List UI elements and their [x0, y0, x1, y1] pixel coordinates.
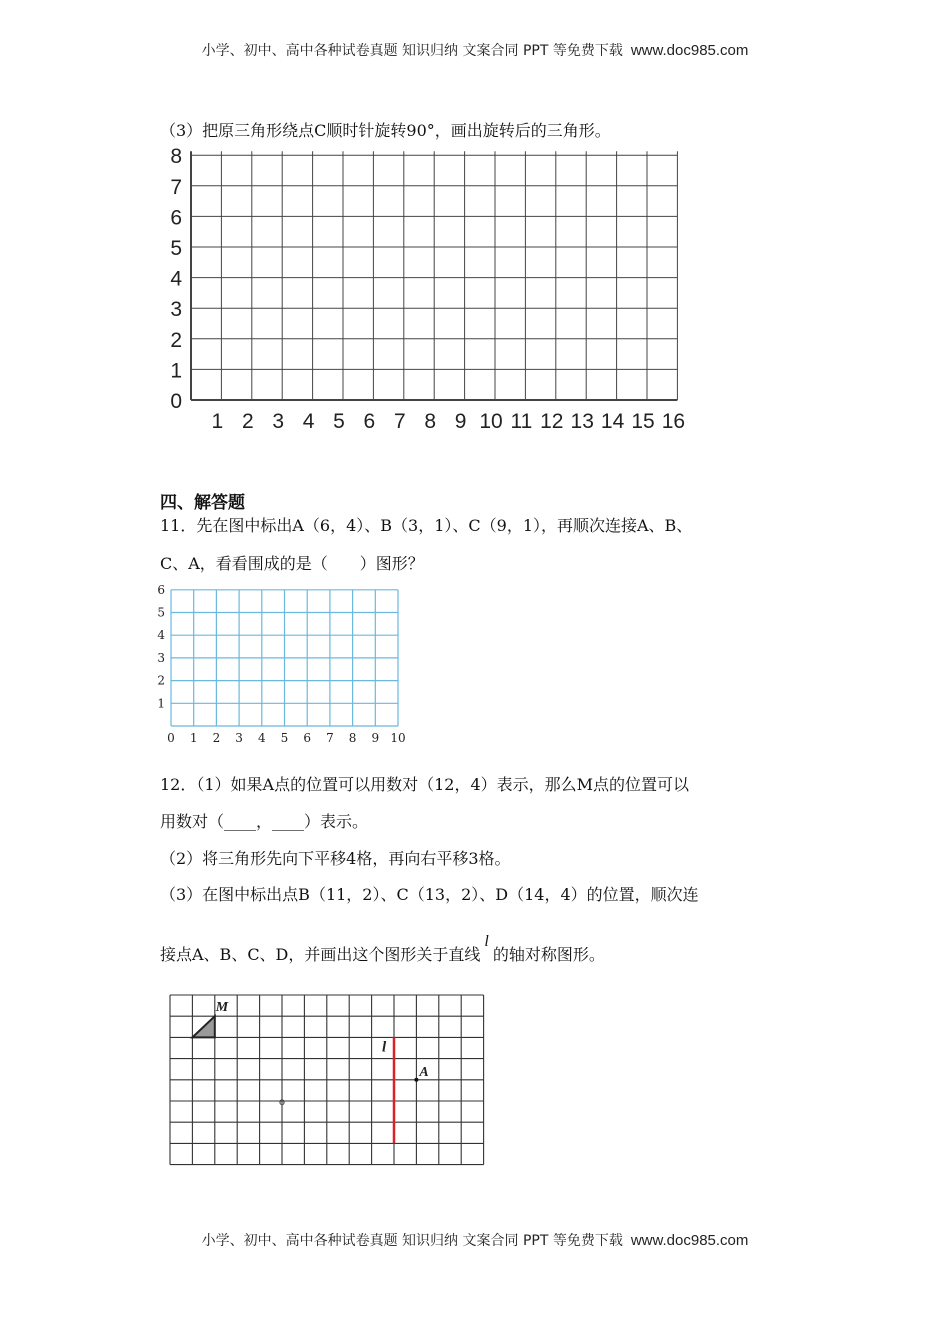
- grid1-x-tick: 10: [479, 410, 503, 433]
- section-title: 四、解答题: [160, 493, 245, 513]
- q11-line1: 11．先在图中标出A（6，4）、B（3，1）、C（9，1），再顺次连接A、B、: [160, 516, 693, 535]
- grid1-x-tick: 4: [302, 410, 315, 433]
- grid1-x-tick: 14: [600, 410, 625, 433]
- grid2-y-tick: 5: [157, 605, 165, 620]
- label-m: M: [215, 1000, 229, 1015]
- grid1-y-tick: 4: [170, 267, 182, 291]
- grid1-x-tick: 3: [272, 410, 285, 433]
- q10-part3-text: （3）把原三角形绕点C顺时针旋转90°，画出旋转后的三角形。: [160, 121, 611, 140]
- grid1-y-tick: 0: [170, 390, 182, 413]
- grid2-x-tick: 1: [189, 731, 198, 745]
- header-site[interactable]: www.doc985.com: [630, 42, 749, 59]
- grid1-x-tick: 7: [393, 410, 406, 433]
- grid2-y-tick: 6: [157, 582, 165, 597]
- grid2-y-tick: 2: [157, 673, 165, 688]
- grid1-x-tick: 2: [241, 410, 254, 433]
- grid2-x-tick: 4: [257, 731, 266, 745]
- footer-site[interactable]: www.doc985.com: [630, 1232, 749, 1249]
- grid1-x-tick: 6: [363, 410, 376, 433]
- grid1-y-tick: 8: [170, 145, 182, 169]
- grid2-y-tick: 3: [157, 650, 165, 665]
- q12-line4: （3）在图中标出点B（11，2）、C（13，2）、D（14，4）的位置，顺次连: [160, 885, 699, 904]
- grid2-x-tick: 8: [348, 731, 357, 745]
- triangle-m: [192, 1016, 214, 1037]
- grid2-x-tick: 2: [212, 731, 221, 745]
- grid1-y-tick: 5: [170, 237, 182, 260]
- q12-line5-b: 的轴对称图形。: [492, 945, 605, 964]
- grid1-x-tick: 16: [661, 410, 686, 433]
- grid1-y-tick: 6: [170, 206, 182, 230]
- grid1-x-tick: 9: [454, 410, 467, 433]
- label-o: o: [279, 1094, 285, 1108]
- grid2-y-tick: 1: [157, 696, 165, 711]
- q12-line2: 用数对（____，____）表示。: [160, 812, 369, 831]
- q12-line5-a: 接点A、B、C、D，并画出这个图形关于直线: [160, 945, 481, 964]
- grid2-x-tick: 5: [280, 731, 289, 745]
- grid2-x-tick: 9: [371, 731, 380, 745]
- q12-line1: 12．（1）如果A点的位置可以用数对（12，4）表示，那么M点的位置可以: [160, 775, 690, 794]
- label-l: l: [382, 1039, 387, 1056]
- grid1-y-tick: 2: [170, 328, 182, 352]
- grid1-x-tick: 15: [631, 410, 655, 433]
- grid1-x-tick: 8: [424, 410, 437, 433]
- grid2-x-tick: 3: [235, 731, 243, 745]
- grid2-x-tick: 10: [390, 731, 406, 745]
- grid1-y-tick: 3: [170, 298, 182, 322]
- grid2-y-tick: 4: [157, 628, 165, 643]
- grid1-x-tick: 11: [510, 410, 533, 433]
- grid1-x-tick: 12: [540, 410, 564, 433]
- header-text: 小学、初中、高中各种试卷真题 知识归纳 文案合同 PPT 等免费下载: [201, 43, 623, 59]
- grid2-x-tick: 0: [167, 731, 175, 745]
- grid1-y-tick: 7: [170, 175, 182, 199]
- grid1-y-tick: 1: [170, 359, 182, 383]
- grid2-x-tick: 7: [326, 731, 334, 745]
- grid2-x-tick: 6: [303, 731, 312, 745]
- grid1-x-tick: 13: [570, 410, 594, 433]
- page-footer: [0, 1230, 950, 1250]
- grid1-x-tick: 1: [211, 410, 224, 433]
- grid1-x-tick: 5: [333, 410, 345, 433]
- point-a: [414, 1078, 418, 1082]
- q11-line2: C、A，看看围成的是（ ）图形？: [160, 554, 424, 573]
- footer-text: 小学、初中、高中各种试卷真题 知识归纳 文案合同 PPT 等免费下载: [201, 1233, 623, 1249]
- line-l-symbol: l: [484, 933, 489, 950]
- label-a: A: [419, 1064, 429, 1080]
- q12-line3: （2）将三角形先向下平移4格，再向右平移3格。: [160, 849, 511, 868]
